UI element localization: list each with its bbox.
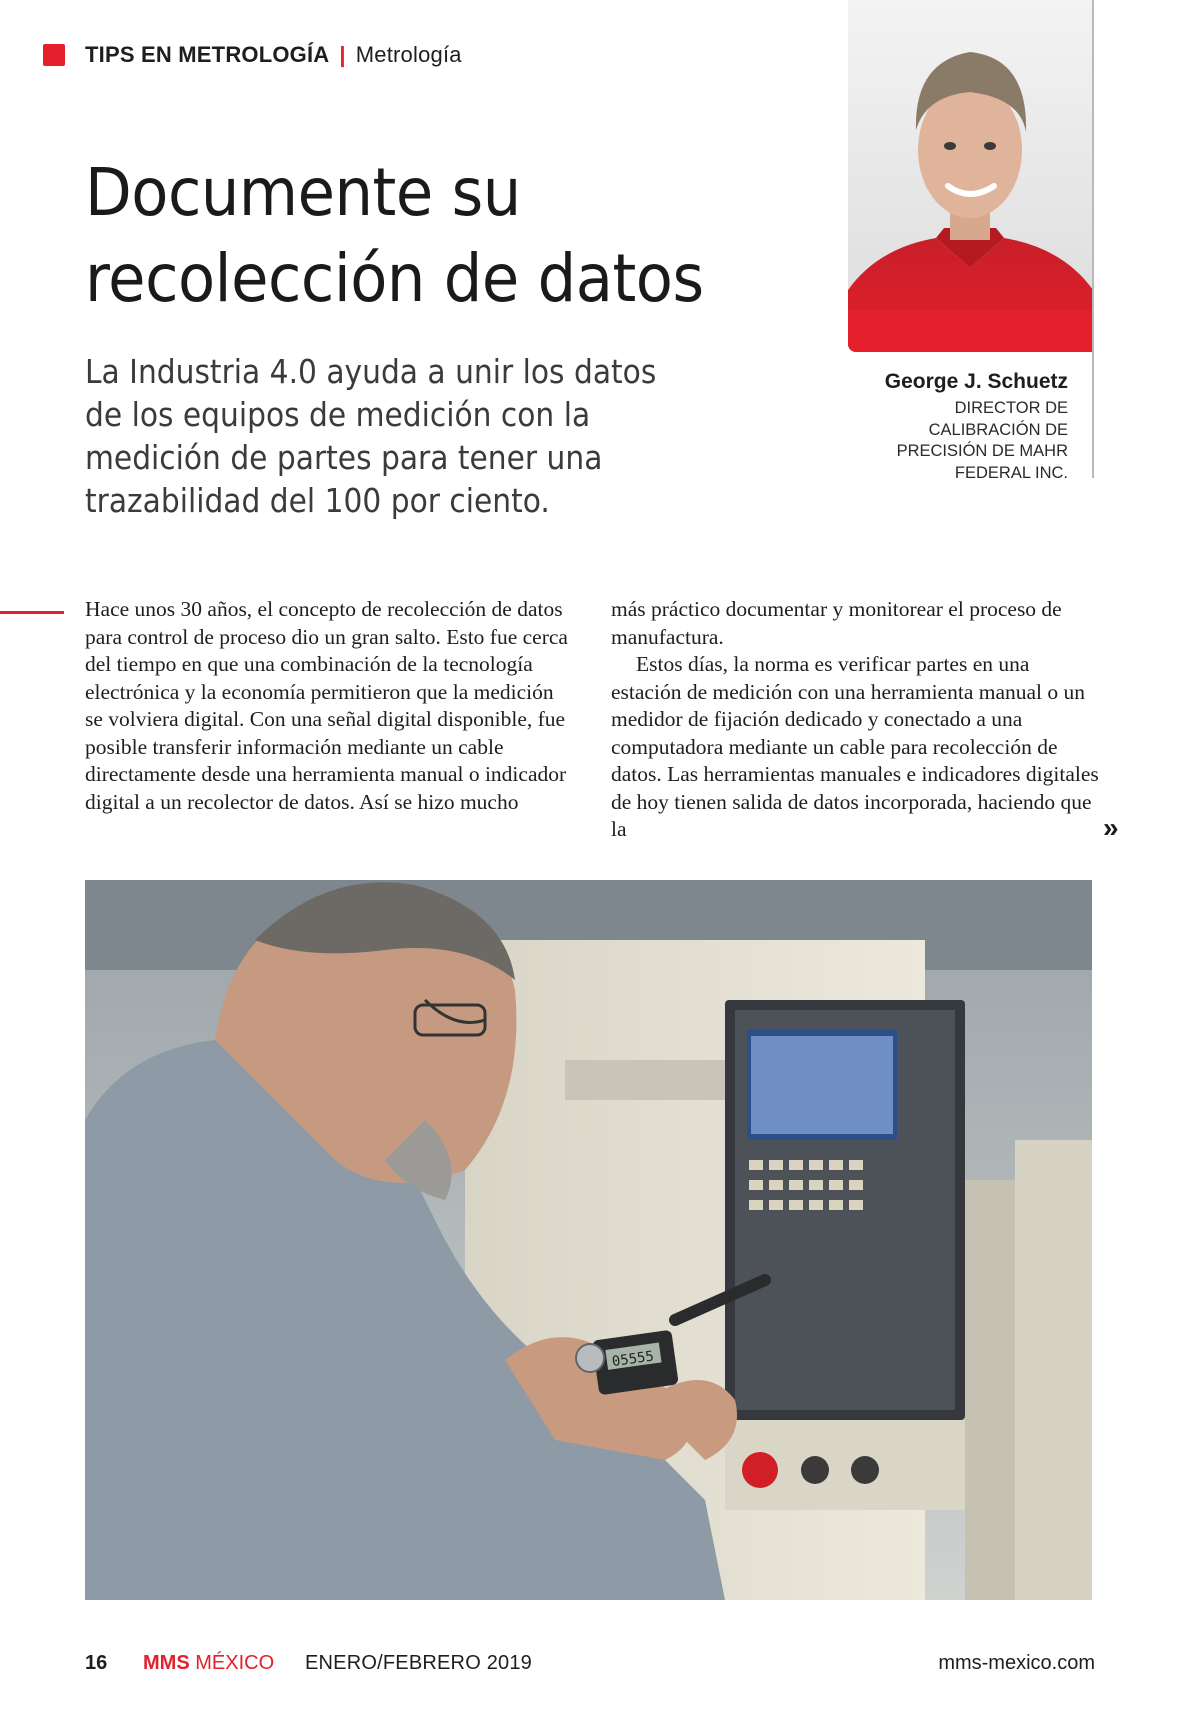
body-column-2 (611, 596, 1101, 844)
website-link[interactable]: mms-mexico.com (938, 1652, 1095, 1674)
body-accent-rule (0, 611, 64, 614)
article-title: Documente su recolección de datos (85, 154, 704, 317)
brand-rest: MÉXICO (195, 1652, 275, 1674)
section-tag (43, 42, 462, 68)
section-separator: | (339, 42, 346, 67)
author-name: George J. Schuetz (884, 370, 1068, 393)
author-divider (1092, 0, 1094, 478)
section-label: TIPS EN METROLOGÍA (85, 42, 330, 67)
article-subtitle: La Industria 4.0 ayuda a unir los datos de los equipos de medición con la medición de partes para tener una trazabilidad del 100 por ciento. (85, 352, 657, 520)
author-photo (848, 0, 1093, 352)
main-photo (85, 880, 1092, 1600)
section-square-icon (43, 44, 65, 66)
author-title: DIRECTOR DE CALIBRACIÓN DE PRECISIÓN DE MAHR FEDERAL INC. (896, 399, 1068, 482)
issue-date: ENERO/FEBRERO 2019 (305, 1652, 533, 1674)
magazine-brand (143, 1652, 274, 1675)
caliper-readout: 05555 (610, 1348, 655, 1371)
brand-bold: MMS (143, 1652, 190, 1674)
section-category: Metrología (355, 42, 462, 67)
body-column-2-paragraph-1: más práctico documentar y monitorear el proceso de manufactura. (611, 597, 1062, 649)
body-column-1: Hace unos 30 años, el concepto de recolección de datos para control de proceso dio un gran salto. Esto fue cerca del tiempo en que una combinación de la tecnología electrónica y la economía permitieron que la medición se volviera digital. Con una señal digital disponible, fue posible transferir información mediante un cable directamente desde una herramienta manual o indicador digital a un recolector de datos. Así se hizo mucho (85, 597, 568, 814)
page-number: 16 (85, 1652, 108, 1674)
body-column-2-paragraph-2: Estos días, la norma es verificar partes en una estación de medición con una herramienta manual o un medidor de fijación dedicado y conectado a una computadora mediante un cable para recolección de datos. Las herramientas manuales e indicadores digitales de hoy tienen salida de datos incorporada, haciendo que la (611, 652, 1099, 841)
continue-arrow-icon: » (1103, 812, 1119, 843)
